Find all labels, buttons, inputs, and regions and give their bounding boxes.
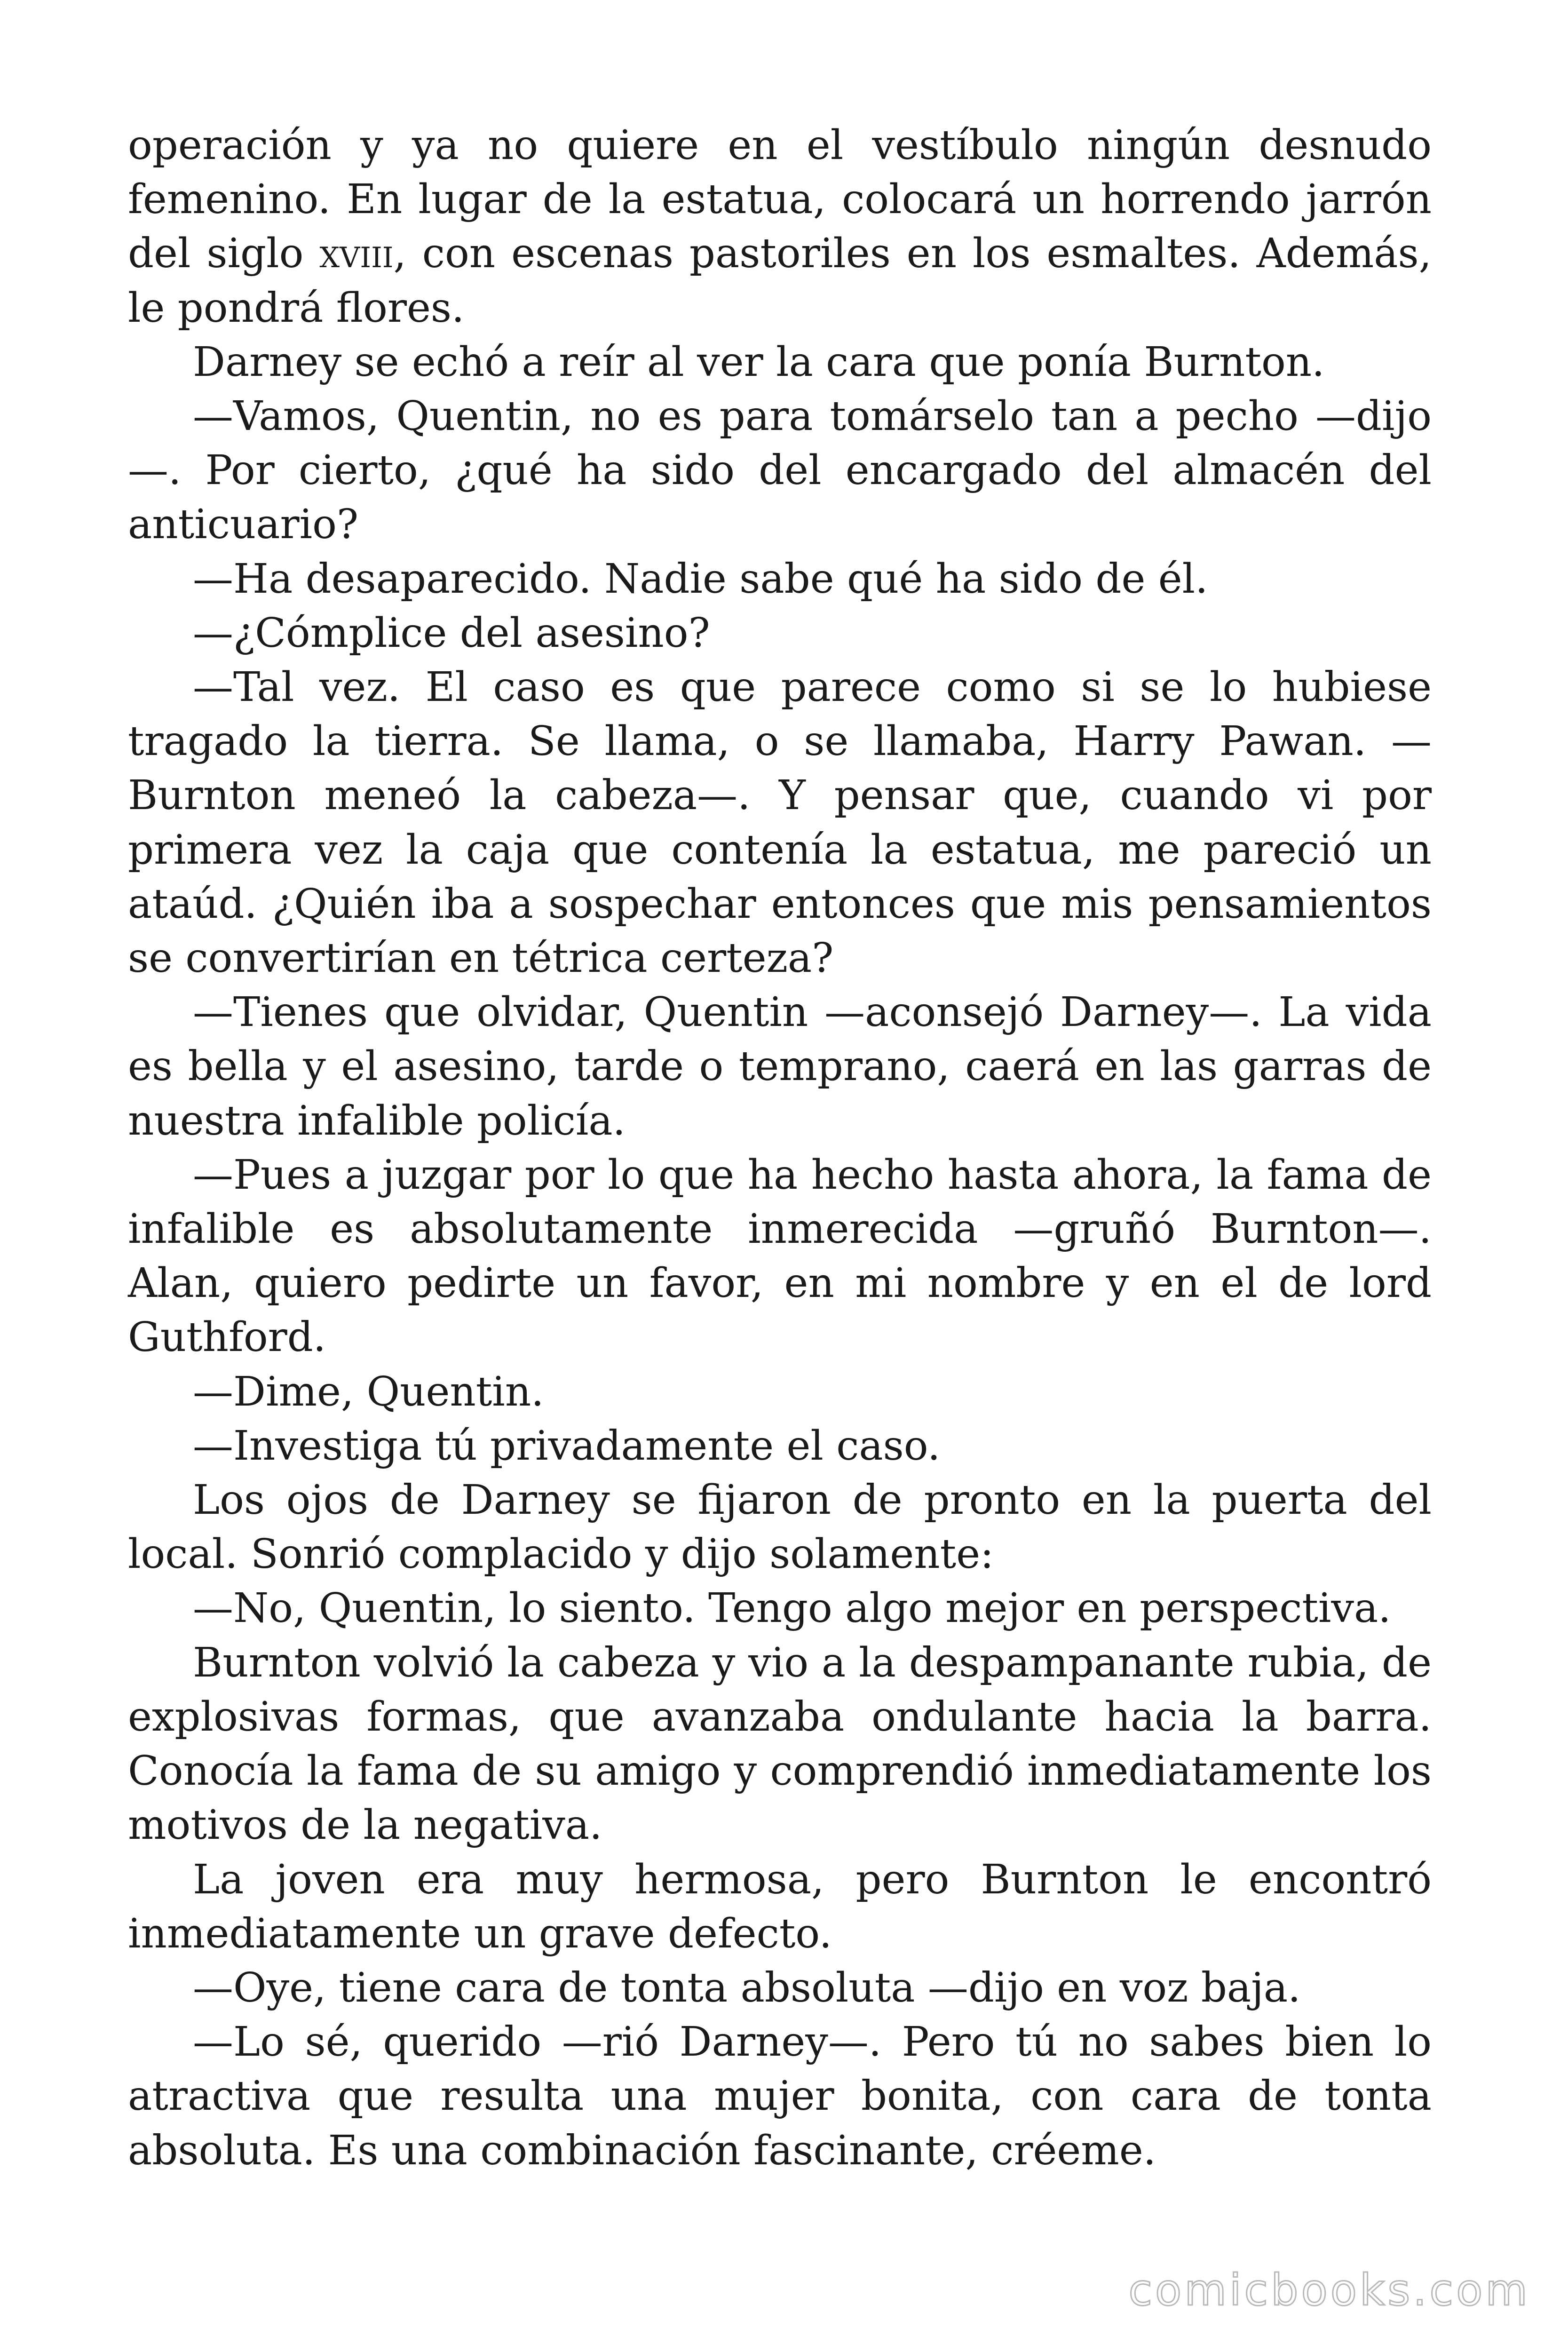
- paragraph-continuation: operación y ya no quiere en el vestíbulo ningún desnudo femenino. En lugar de la estatua, colocará un horrendo jarrón del siglo xviii, con escenas pastoriles en los esmaltes. Además, le pondrá flores.: [128, 122, 1432, 332]
- paragraph: —Vamos, Quentin, no es para tomárselo tan a pecho —dijo—. Por cierto, ¿qué ha sido del encargado del almacén del anticuario?: [128, 393, 1432, 548]
- paragraph: —Ha desaparecido. Nadie sabe qué ha sido de él.: [193, 555, 1208, 603]
- paragraph: —Dime, Quentin.: [193, 1368, 544, 1415]
- page-body-text: [128, 119, 1432, 2178]
- paragraph: —Investiga tú privadamente el caso.: [193, 1422, 941, 1470]
- paragraph: —Lo sé, querido —rió Darney—. Pero tú no sabes bien lo atractiva que resulta una mujer bonita, con cara de tonta absoluta. Es una combinación fascinante, créeme.: [128, 2018, 1432, 2174]
- paragraph: Darney se echó a reír al ver la cara que ponía Burnton.: [193, 338, 1325, 386]
- paragraph: —Oye, tiene cara de tonta absoluta —dijo en voz baja.: [193, 1964, 1301, 2011]
- paragraph: Burnton volvió la cabeza y vio a la despampanante rubia, de explosivas formas, que avanzaba ondulante hacia la barra. Conocía la fama de su amigo y comprendió inmediatamente los motivos de la negativa.: [128, 1639, 1432, 1849]
- site-watermark: comicbooks.com: [1128, 2265, 1530, 2315]
- paragraph: —Tienes que olvidar, Quentin —aconsejó Darney—. La vida es bella y el asesino, tarde o temprano, caerá en las garras de nuestra infalible policía.: [128, 989, 1432, 1144]
- paragraph: —Pues a juzgar por lo que ha hecho hasta ahora, la fama de infalible es absolutamente inmerecida —gruñó Burnton—. Alan, quiero pedirte un favor, en mi nombre y en el de lord Guthford.: [128, 1151, 1432, 1361]
- paragraph: Los ojos de Darney se fijaron de pronto en la puerta del local. Sonrió complacido y dijo solamente:: [128, 1477, 1432, 1578]
- paragraph: —No, Quentin, lo siento. Tengo algo mejor en perspectiva.: [193, 1585, 1391, 1632]
- paragraph: —Tal vez. El caso es que parece como si se lo hubiese tragado la tierra. Se llama, o se llamaba, Harry Pawan. —Burnton meneó la cabeza—. Y pensar que, cuando vi por primera vez la caja que contenía la estatua, me pareció un ataúd. ¿Quién iba a sospechar entonces que mis pensamientos se convertirían en tétrica certeza?: [128, 664, 1432, 982]
- paragraph: —¿Cómplice del asesino?: [193, 609, 710, 657]
- century-roman-numeral: xviii: [319, 230, 394, 278]
- paragraph: La joven era muy hermosa, pero Burnton le encontró inmediatamente un grave defecto.: [128, 1856, 1432, 1957]
